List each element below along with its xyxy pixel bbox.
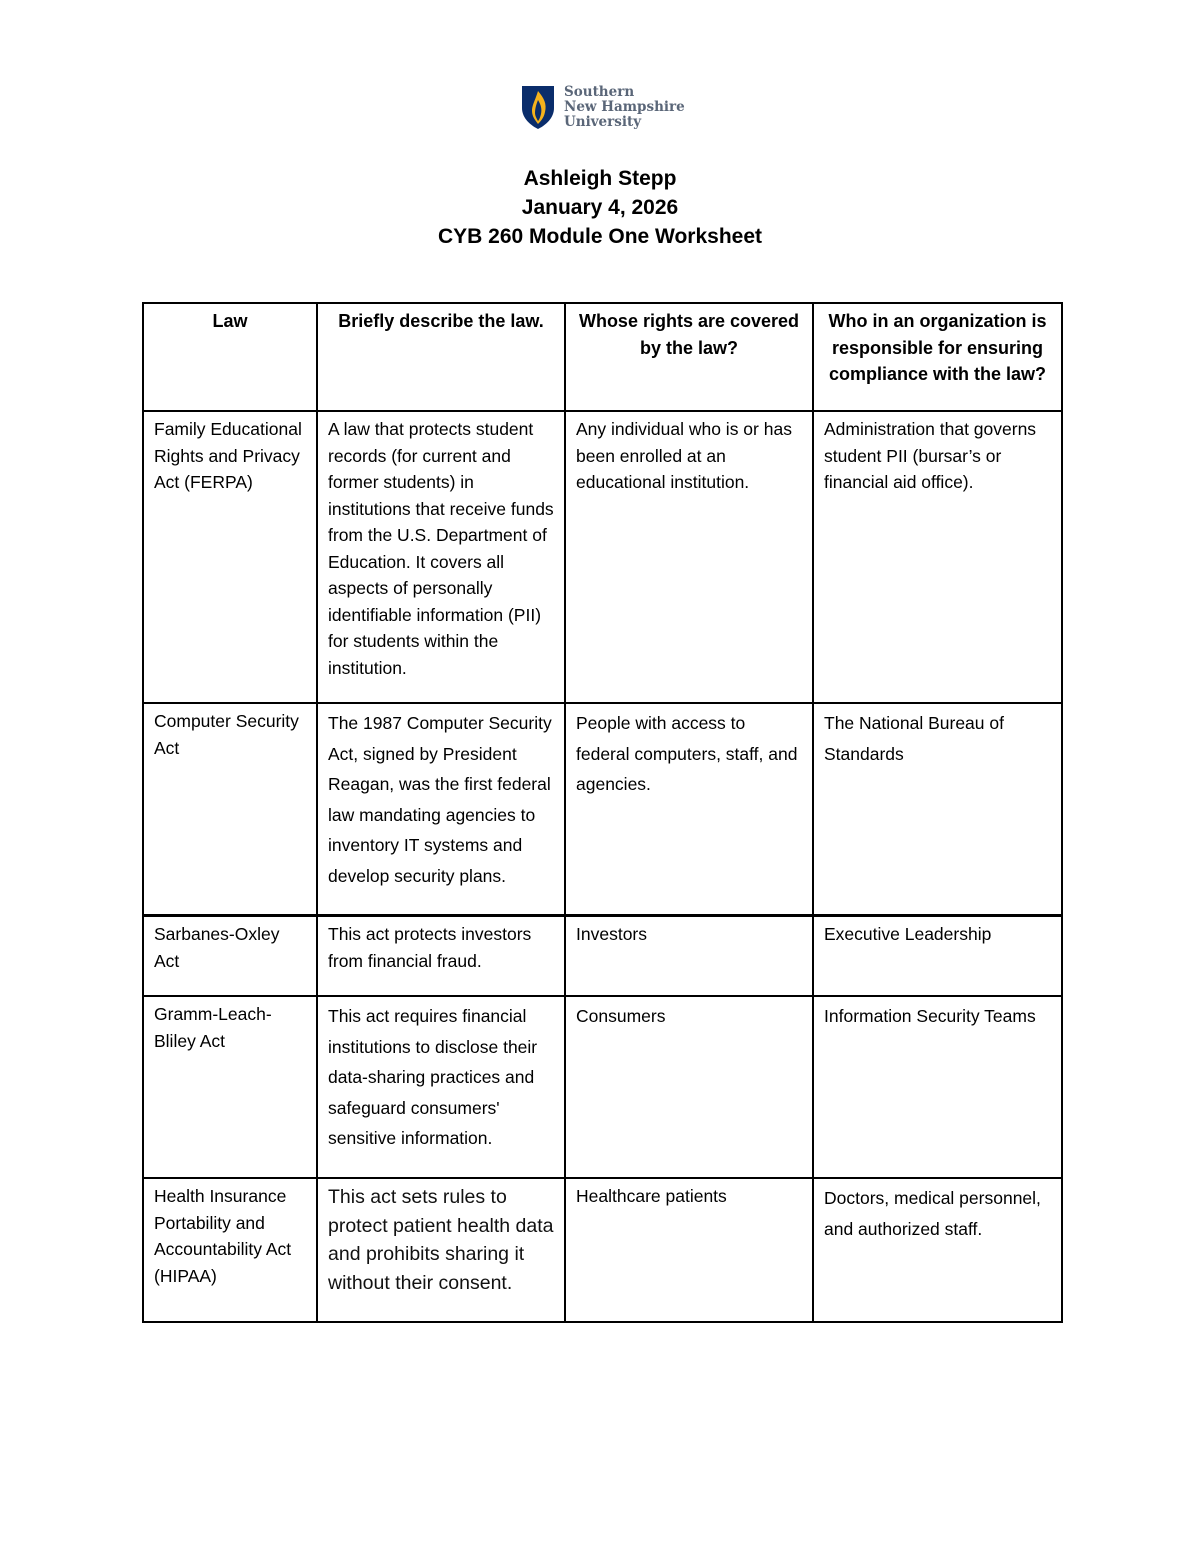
university-logo [520,84,685,130]
cell-description: This act requires financial institutions to disclose their data-sharing practices and safeguard consumers' sensitive information. [317,996,565,1178]
author-name: Ashleigh Stepp [523,167,677,190]
table-row [143,916,1062,997]
header-responsible: Who in an organization is responsible for ensuring compliance with the law? [813,303,1062,411]
header-description: Briefly describe the law. [317,303,565,411]
cell-rights: Any individual who is or has been enrolled at an educational institution. [565,411,813,703]
snhu-shield-icon [520,84,556,130]
cell-description: A law that protects student records (for current and former students) in institutions that receive funds from the U.S. Department of Education. It covers all aspects of personally identifiable information (PII) for students within the institution. [317,411,565,703]
cell-responsible: Information Security Teams [813,996,1062,1178]
cell-law: Gramm-Leach-Bliley Act [143,996,317,1178]
cell-rights: Healthcare patients [565,1178,813,1322]
document-date: January 4, 2026 [521,196,679,219]
table-row [143,411,1062,703]
cell-rights: Investors [565,916,813,997]
cell-law: Sarbanes-Oxley Act [143,916,317,997]
header-rights: Whose rights are covered by the law? [565,303,813,411]
cell-description: This act sets rules to protect patient health data and prohibits sharing it without their consent. [317,1178,565,1322]
logo-line-1: Southern [564,83,635,100]
table-row [143,703,1062,916]
table-row [143,996,1062,1178]
table-header-row [143,303,1062,411]
cell-responsible: Administration that governs student PII (bursar’s or financial aid office). [813,411,1062,703]
header-law: Law [143,303,317,411]
document-header [0,164,1200,251]
document-title: CYB 260 Module One Worksheet [437,225,763,248]
table-row [143,1178,1062,1322]
cell-law: Health Insurance Portability and Accountability Act (HIPAA) [143,1178,317,1322]
laws-table [142,302,1063,1323]
logo-wordmark [564,85,685,130]
logo-line-2: New Hampshire [564,98,685,115]
cell-responsible: Executive Leadership [813,916,1062,997]
cell-description: The 1987 Computer Security Act, signed by President Reagan, was the first federal law mandating agencies to inventory IT systems and develop security plans. [317,703,565,916]
logo-line-3: University [564,113,642,130]
cell-description: This act protects investors from financial fraud. [317,916,565,997]
cell-rights: Consumers [565,996,813,1178]
cell-responsible: Doctors, medical personnel, and authorized staff. [813,1178,1062,1322]
cell-law: Family Educational Rights and Privacy Act (FERPA) [143,411,317,703]
cell-law: Computer Security Act [143,703,317,916]
cell-responsible: The National Bureau of Standards [813,703,1062,916]
cell-rights: People with access to federal computers, staff, and agencies. [565,703,813,916]
